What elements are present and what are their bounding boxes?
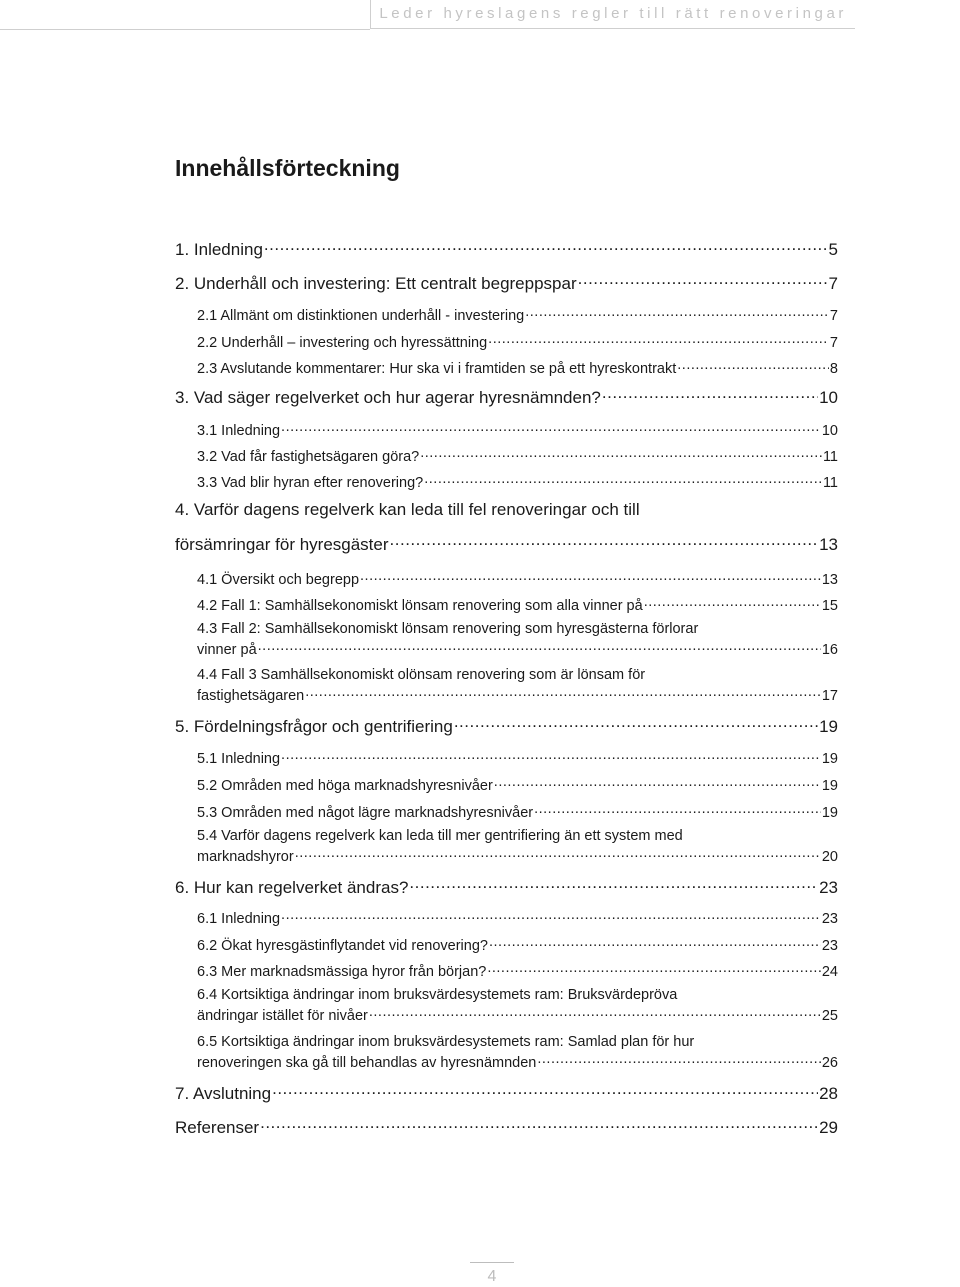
toc-entry-page: 26 [821, 1054, 838, 1071]
toc-entry-page: 13 [819, 535, 838, 554]
toc-entry-4-4[interactable] [197, 667, 838, 704]
toc-entry-6-3[interactable] [197, 961, 838, 980]
dot-leader [281, 748, 821, 763]
toc-entry-label-line2: renoveringen ska gå till behandlas av hyresnämnden [197, 1054, 537, 1071]
toc-entry-4-1[interactable] [197, 569, 838, 588]
dot-leader [454, 715, 818, 732]
dot-leader [281, 420, 821, 435]
dot-leader [360, 569, 821, 584]
toc-entry-6-1[interactable] [197, 908, 838, 927]
toc-entry-4-2[interactable] [197, 595, 838, 614]
toc-entry-page: 17 [821, 687, 838, 704]
dot-leader [272, 1082, 818, 1099]
toc-entry-4[interactable] [175, 500, 838, 555]
toc-entry-label-line2: försämringar för hyresgäster [175, 535, 389, 554]
toc-entry-page: 7 [829, 307, 838, 324]
toc-entry-label: 2.2 Underhåll – investering och hyressättning [197, 334, 488, 351]
dot-leader [260, 1116, 818, 1133]
dot-leader [295, 846, 821, 861]
toc-entry-label: 6.1 Inledning [197, 910, 281, 927]
toc-entry-label: 3. Vad säger regelverket och hur agerar hyresnämnden? [175, 388, 601, 407]
dot-leader [644, 595, 821, 610]
page-number: 4 [487, 1268, 497, 1285]
toc-entry-5-4[interactable] [197, 828, 838, 865]
toc-entry-page: 23 [821, 910, 838, 927]
toc-entry-label-line1: 6.4 Kortsiktiga ändringar inom bruksvärdesystemets ram: Bruksvärdepröva [197, 987, 678, 1003]
toc-entry-line2 [197, 685, 838, 704]
toc-entry-label: 3.2 Vad får fastighetsägaren göra? [197, 448, 420, 465]
toc-entry-5[interactable] [175, 715, 838, 737]
dot-leader [677, 358, 829, 373]
toc-entry-page: 25 [821, 1007, 838, 1024]
toc-entry-2-1[interactable] [197, 305, 838, 324]
toc-entry-6-4[interactable] [197, 987, 838, 1024]
toc-entry-4-3[interactable] [197, 621, 838, 658]
toc-entry-label: 3.3 Vad blir hyran efter renovering? [197, 474, 424, 491]
toc-entry-page: 11 [822, 474, 838, 491]
toc-entry-label: 5.3 Områden med något lägre marknadshyresnivåer [197, 804, 534, 821]
toc-entry-label: 1. Inledning [175, 240, 263, 259]
dot-leader [424, 472, 822, 487]
dot-leader [487, 961, 821, 976]
dot-leader [602, 386, 818, 403]
toc-entry-label: 5.2 Områden med höga marknadshyresnivåer [197, 777, 493, 794]
toc-entry-label: 6.2 Ökat hyresgästinflytandet vid renovering? [197, 937, 488, 954]
toc-entry-6-5[interactable] [197, 1034, 838, 1071]
toc-entry-page: 8 [829, 360, 838, 377]
toc-entry-label: 4.1 Översikt och begrepp [197, 571, 360, 588]
dot-leader [537, 1052, 821, 1067]
toc-entry-label-line1: 4.3 Fall 2: Samhällsekonomiskt lönsam renovering som hyresgästerna förlorar [197, 621, 699, 637]
toc-entry-label-line2: vinner på [197, 641, 257, 658]
toc-entry-page: 28 [819, 1084, 838, 1103]
toc-entry-page: 10 [819, 388, 838, 407]
dot-leader [534, 802, 821, 817]
dot-leader [305, 685, 821, 700]
toc-entry-page: 19 [819, 717, 838, 736]
toc-entry-label-line1: 5.4 Varför dagens regelverk kan leda till mer gentrifiering än ett system med [197, 828, 683, 844]
toc-entry-page: 23 [821, 937, 838, 954]
toc-entry-label-line1: 6.5 Kortsiktiga ändringar inom bruksvärdesystemets ram: Samlad plan för hur [197, 1034, 695, 1050]
toc-entry-page: 19 [821, 777, 838, 794]
toc-entry-page: 20 [821, 848, 838, 865]
toc-entry-6-2[interactable] [197, 935, 838, 954]
dot-leader [258, 639, 821, 654]
toc-entry-label: 6. Hur kan regelverket ändras? [175, 878, 409, 897]
toc-entry-label: 4.2 Fall 1: Samhällsekonomiskt lönsam renovering som alla vinner på [197, 597, 643, 614]
dot-leader [525, 305, 829, 320]
toc-entry-label: 5. Fördelningsfrågor och gentrifiering [175, 717, 453, 736]
toc-entry-5-2[interactable] [197, 775, 838, 794]
toc-entry-2-3[interactable] [197, 358, 838, 377]
toc-entry-label-line1: 4.4 Fall 3 Samhällsekonomiskt olönsam renovering som är lönsam för [197, 667, 646, 683]
toc-entry-label: 2.3 Avslutande kommentarer: Hur ska vi i framtiden se på ett hyreskontrakt [197, 360, 677, 377]
toc-entry-page: 16 [821, 641, 838, 658]
toc-entry-page: 24 [821, 963, 838, 980]
toc-entry-referenser[interactable] [175, 1116, 838, 1138]
toc-entry-page: 13 [821, 571, 838, 588]
dot-leader [390, 533, 819, 550]
toc-entry-label-line1: 4. Varför dagens regelverk kan leda till fel renoveringar och till [175, 500, 640, 519]
dot-leader [264, 238, 828, 255]
toc-entry-label: 2.1 Allmänt om distinktionen underhåll - investering [197, 307, 525, 324]
toc-entry-page: 29 [819, 1118, 838, 1137]
dot-leader [494, 775, 821, 790]
toc-entry-line2 [197, 1052, 838, 1071]
toc-entry-7[interactable] [175, 1082, 838, 1104]
toc-entry-2[interactable] [175, 272, 838, 294]
dot-leader [409, 876, 818, 893]
footer-rule [470, 1262, 514, 1263]
toc-entry-3-3[interactable] [197, 472, 838, 491]
running-title: Leder hyreslagens regler till rätt renoveringar [379, 5, 847, 22]
toc-entry-label: 5.1 Inledning [197, 750, 281, 767]
toc-entry-2-2[interactable] [197, 332, 838, 351]
toc-entry-label-line2: ändringar istället för nivåer [197, 1007, 368, 1024]
toc-entry-label: 3.1 Inledning [197, 422, 281, 439]
dot-leader [369, 1005, 821, 1020]
dot-leader [578, 272, 828, 289]
dot-leader [488, 332, 829, 347]
toc-entry-line2 [197, 639, 838, 658]
toc-entry-label-line2: marknadshyror [197, 848, 294, 865]
toc-entry-label: 2. Underhåll och investering: Ett centralt begreppspar [175, 274, 577, 293]
toc-entry-5-1[interactable] [197, 748, 838, 767]
toc-entry-line2 [197, 846, 838, 865]
toc-title: Innehållsförteckning [175, 155, 400, 181]
toc-entry-page: 19 [821, 804, 838, 821]
toc-entry-page: 15 [821, 597, 838, 614]
toc-entry-line2 [197, 1005, 838, 1024]
toc-entry-label: Referenser [175, 1118, 260, 1137]
toc-entry-page: 10 [821, 422, 838, 439]
toc-entry-label: 7. Avslutning [175, 1084, 272, 1103]
toc-entry-5-3[interactable] [197, 802, 838, 821]
toc-entry-page: 11 [822, 448, 838, 465]
toc-entry-3-2[interactable] [197, 446, 838, 465]
toc-entry-page: 7 [829, 334, 838, 351]
dot-leader [281, 908, 821, 923]
dot-leader [420, 446, 822, 461]
toc-entry-label: 6.3 Mer marknadsmässiga hyror från början? [197, 963, 487, 980]
toc-entry-3-1[interactable] [197, 420, 838, 439]
toc-entry-3[interactable] [175, 386, 838, 408]
toc-entry-line2 [175, 533, 838, 555]
dot-leader [489, 935, 821, 950]
toc-entry-label-line2: fastighetsägaren [197, 687, 305, 704]
toc-entry-page: 19 [821, 750, 838, 767]
toc-entry-page: 5 [828, 240, 838, 259]
toc-entry-page: 23 [819, 878, 838, 897]
toc-entry-page: 7 [828, 274, 838, 293]
toc-entry-6[interactable] [175, 876, 838, 898]
toc-entry-1[interactable] [175, 238, 838, 260]
